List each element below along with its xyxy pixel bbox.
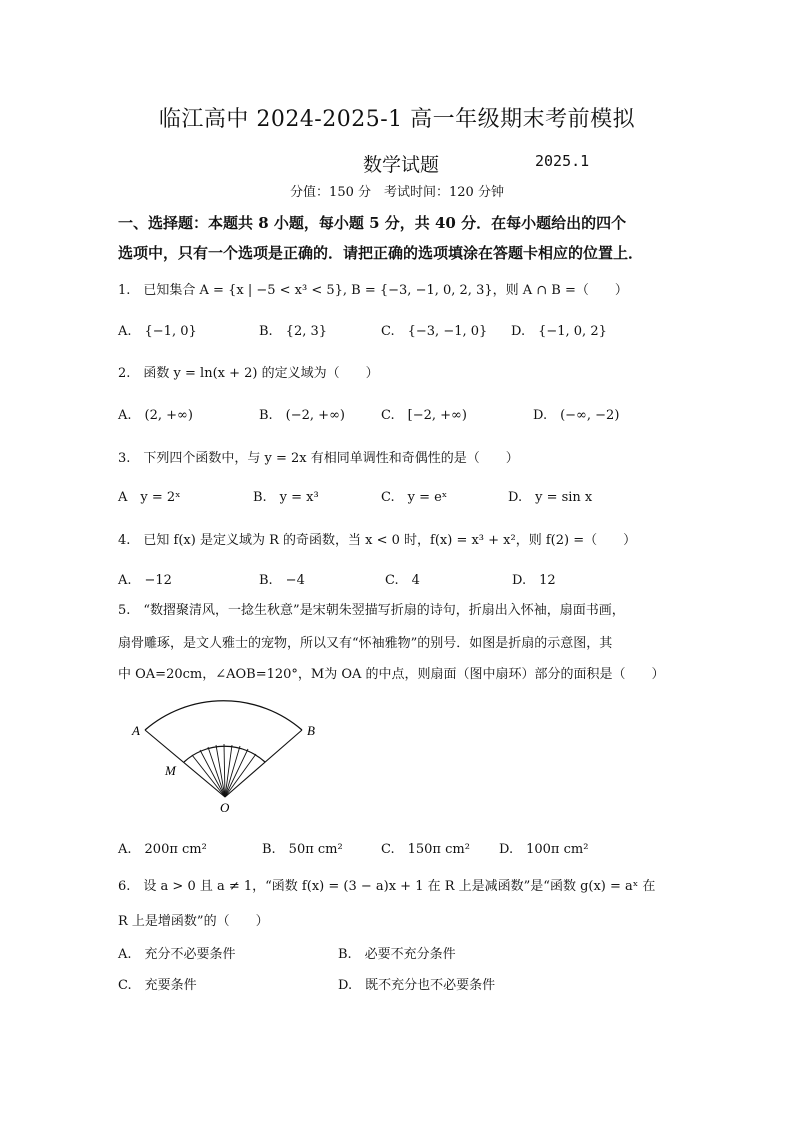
- question-4-option-d: D. 12: [512, 573, 556, 588]
- section-heading-line2: 选项中，只有一个选项是正确的．请把正确的选项填涂在答题卡相应的位置上．: [118, 244, 644, 262]
- question-3-stem: 3. 下列四个函数中，与 y = 2x 有相同单调性和奇偶性的是（ ）: [118, 451, 519, 466]
- question-6-option-a: A. 充分不必要条件: [118, 947, 236, 962]
- fan-outer-arc: [145, 701, 302, 730]
- question-1-option-a: A. {−1, 0}: [118, 324, 197, 339]
- fig-label-a: A: [132, 723, 140, 738]
- question-3-option-d: D. y = sin x: [508, 490, 593, 505]
- question-1-stem: 1. 已知集合 A = {x | −5 < x³ < 5}, B = {−3, −1, 0, 2, 3}，则 A ∩ B =（ ）: [118, 283, 628, 298]
- question-4-option-b: B. −4: [259, 573, 305, 588]
- fan-edge-ob: [225, 730, 302, 797]
- question-1-option-c: C. {−3, −1, 0}: [381, 324, 488, 339]
- question-5-option-d: D. 100π cm²: [499, 842, 589, 857]
- question-4-option-a: A. −12: [118, 573, 172, 588]
- section-heading-line1: 一、选择题：本题共 8 小题，每小题 5 分，共 40 分．在每小题给出的四个: [118, 214, 627, 232]
- question-6-stem-line1: 6. 设 a > 0 且 a ≠ 1，“函数 f(x) = (3 − a)x + 1 在 R 上是减函数”是“函数 g(x) = aˣ 在: [118, 879, 656, 894]
- question-1-option-d: D. {−1, 0, 2}: [511, 324, 607, 339]
- question-3-option-b: B. y = x³: [253, 490, 319, 505]
- question-2-option-b: B. (−2, +∞): [259, 408, 345, 423]
- fan-ribs: [192, 744, 256, 797]
- question-6-stem-line2: R 上是增函数”的（ ）: [118, 914, 269, 929]
- question-5-option-a: A. 200π cm²: [118, 842, 207, 857]
- question-6-option-c: C. 充要条件: [118, 978, 197, 993]
- exam-meta: 分值：150 分 考试时间：120 分钟: [290, 185, 504, 200]
- question-3-option-a: A y = 2ˣ: [118, 490, 181, 505]
- question-5-stem-line1: 5. “数摺聚清风，一捻生秋意”是宋朝朱翌描写折扇的诗句，折扇出入怀袖，扇面书画，: [118, 603, 625, 618]
- fan-edge-oa: [145, 730, 225, 797]
- fig-label-m: M: [165, 763, 176, 778]
- question-6-option-d: D. 既不充分也不必要条件: [338, 978, 496, 993]
- question-5-stem-line3: 中 OA=20cm，∠AOB=120°，M为 OA 的中点，则扇面（图中扇环）部分的面积是（ ）: [118, 667, 665, 682]
- question-4-option-c: C. 4: [385, 573, 420, 588]
- question-5-option-b: B. 50π cm²: [262, 842, 343, 857]
- fig-label-b: B: [307, 723, 315, 738]
- question-2-option-d: D. (−∞, −2): [533, 408, 620, 423]
- question-2-option-a: A. (2, +∞): [118, 408, 193, 423]
- question-3-option-c: C. y = eˣ: [381, 490, 448, 505]
- question-2-option-c: C. [−2, +∞): [381, 408, 467, 423]
- exam-title: 临江高中 2024-2025-1 高一年级期末考前模拟: [158, 107, 636, 132]
- question-6-option-b: B. 必要不充分条件: [338, 947, 456, 962]
- subject-title: 数学试题: [363, 154, 440, 176]
- question-2-stem: 2. 函数 y = ln(x + 2) 的定义域为（ ）: [118, 366, 379, 381]
- question-4-stem: 4. 已知 f(x) 是定义域为 R 的奇函数，当 x < 0 时，f(x) = x³ + x²，则 f(2) =（ ）: [118, 533, 637, 548]
- exam-date: 2025.1: [535, 152, 590, 170]
- question-1-option-b: B. {2, 3}: [259, 324, 328, 339]
- fig-label-o: O: [220, 800, 230, 815]
- folding-fan-figure: [125, 695, 330, 815]
- question-5-option-c: C. 150π cm²: [381, 842, 470, 857]
- question-5-stem-line2: 扇骨雕琢，是文人雅士的宠物，所以又有“怀袖雅物”的别号．如图是折扇的示意图，其: [118, 636, 613, 651]
